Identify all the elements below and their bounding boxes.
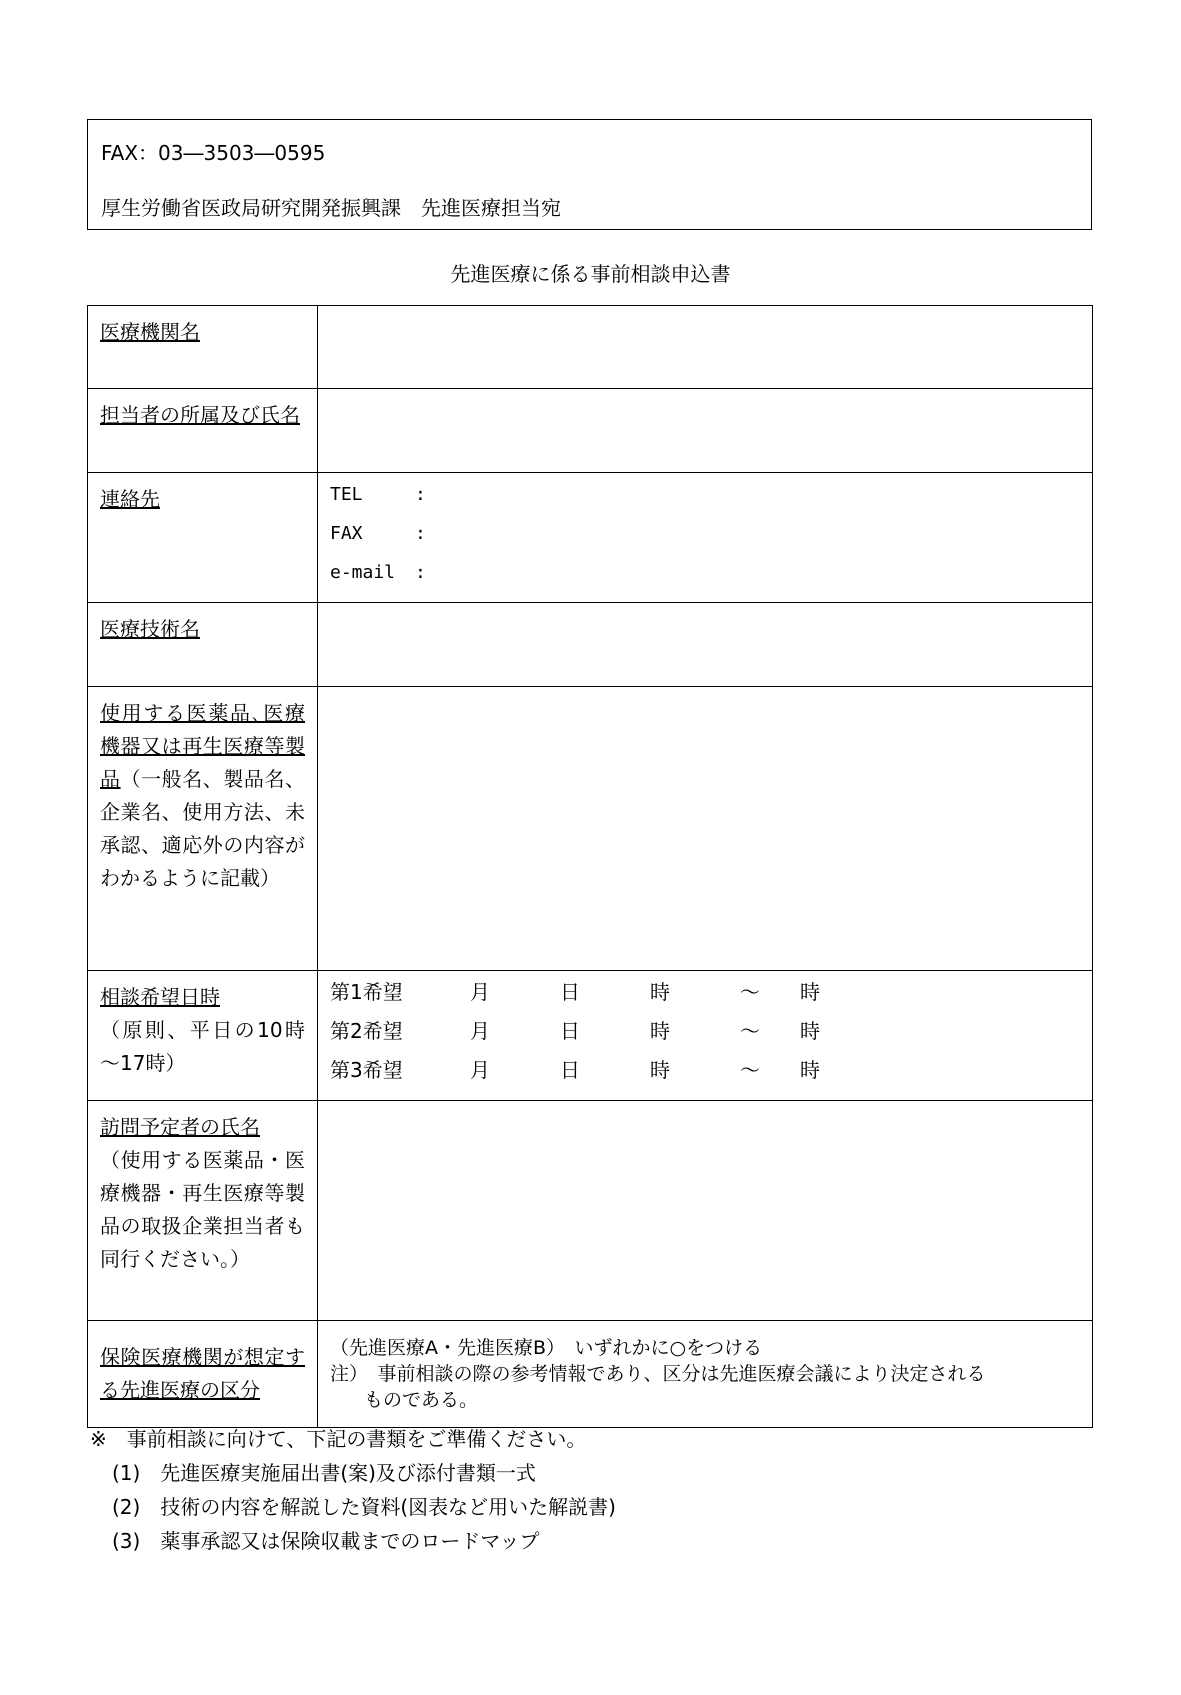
field-products[interactable]: [318, 687, 1093, 971]
category-options: （先進医療A・先進医療B） いずれかに○をつける: [330, 1337, 763, 1359]
hour: 時: [650, 980, 670, 1004]
colon: :: [415, 523, 426, 544]
colon: :: [415, 484, 426, 505]
note-visitors: （使用する医薬品・医療機器・再生医療等製品の取扱企業担当者も同行ください。）: [100, 1148, 305, 1271]
choice-3: 第3希望: [330, 1058, 403, 1082]
note-item: (3) 薬事承認又は保険収載までのロードマップ: [112, 1529, 540, 1553]
hour: 時: [800, 1019, 820, 1043]
category-note-cont: ものである。: [364, 1389, 479, 1411]
note-products: （一般名、製品名、企業名、使用方法、未承認、適応外の内容がわかるように記載）: [100, 767, 306, 890]
colon: :: [415, 562, 426, 583]
day: 日: [560, 1058, 580, 1082]
row-contact: [88, 473, 1093, 603]
field-category[interactable]: [318, 1321, 1093, 1428]
tilde: ～: [740, 1019, 760, 1043]
label-category: 保険医療機関が想定する先進医療の区分: [100, 1345, 305, 1402]
label-contact-person: 担当者の所属及び氏名: [100, 403, 300, 427]
note-item: (1) 先進医療実施届出書(案)及び添付書類一式: [112, 1461, 536, 1485]
day: 日: [560, 980, 580, 1004]
choice-1: 第1希望: [330, 980, 403, 1004]
row-category: [88, 1321, 1093, 1428]
label-technology: 医療技術名: [100, 617, 200, 641]
label-visitors: 訪問予定者の氏名: [100, 1115, 260, 1139]
form-title: 先進医療に係る事前相談申込書: [450, 262, 731, 286]
tilde: ～: [740, 980, 760, 1004]
fax-label: FAX: [330, 523, 363, 544]
field-technology[interactable]: [318, 603, 1093, 687]
label-schedule: 相談希望日時: [100, 985, 220, 1009]
note-schedule: （原則、平日の10時～17時）: [100, 1018, 305, 1075]
note-item: (2) 技術の内容を解説した資料(図表など用いた解説書): [112, 1495, 616, 1519]
notes-intro: ※ 事前相談に向けて、下記の書類をご準備ください。: [90, 1427, 587, 1451]
label-institution: 医療機関名: [100, 320, 200, 344]
tilde: ～: [740, 1058, 760, 1082]
hour: 時: [800, 1058, 820, 1082]
choice-2: 第2希望: [330, 1019, 403, 1043]
schedule-grid[interactable]: [330, 973, 1080, 1090]
field-institution[interactable]: [318, 306, 1093, 389]
month: 月: [470, 980, 490, 1004]
month: 月: [470, 1019, 490, 1043]
row-visitors: [88, 1101, 1093, 1321]
addressee: 厚生労働省医政局研究開発振興課 先進医療担当宛: [101, 196, 561, 220]
preparation-notes: [90, 1422, 616, 1558]
email-label: e-mail: [330, 562, 396, 583]
fax-header-box: [87, 119, 1092, 230]
row-schedule: [88, 971, 1093, 1101]
tel-label: TEL: [330, 484, 363, 505]
category-note: 注） 事前相談の際の参考情報であり、区分は先進医療会議により決定される: [330, 1363, 986, 1385]
application-form-table: [87, 305, 1093, 1428]
label-products: 使用する医薬品､医療機器又は再生医療等製品: [100, 701, 305, 791]
hour: 時: [800, 980, 820, 1004]
day: 日: [560, 1019, 580, 1043]
field-contact-person[interactable]: [318, 389, 1093, 473]
field-visitors[interactable]: [318, 1101, 1093, 1321]
row-institution: [88, 306, 1093, 389]
label-contact: 連絡先: [100, 487, 160, 511]
row-products: [88, 687, 1093, 971]
fax-number: FAX：03―3503―0595: [101, 141, 326, 165]
row-technology: [88, 603, 1093, 687]
hour: 時: [650, 1019, 670, 1043]
hour: 時: [650, 1058, 670, 1082]
row-contact-person: [88, 389, 1093, 473]
month: 月: [470, 1058, 490, 1082]
